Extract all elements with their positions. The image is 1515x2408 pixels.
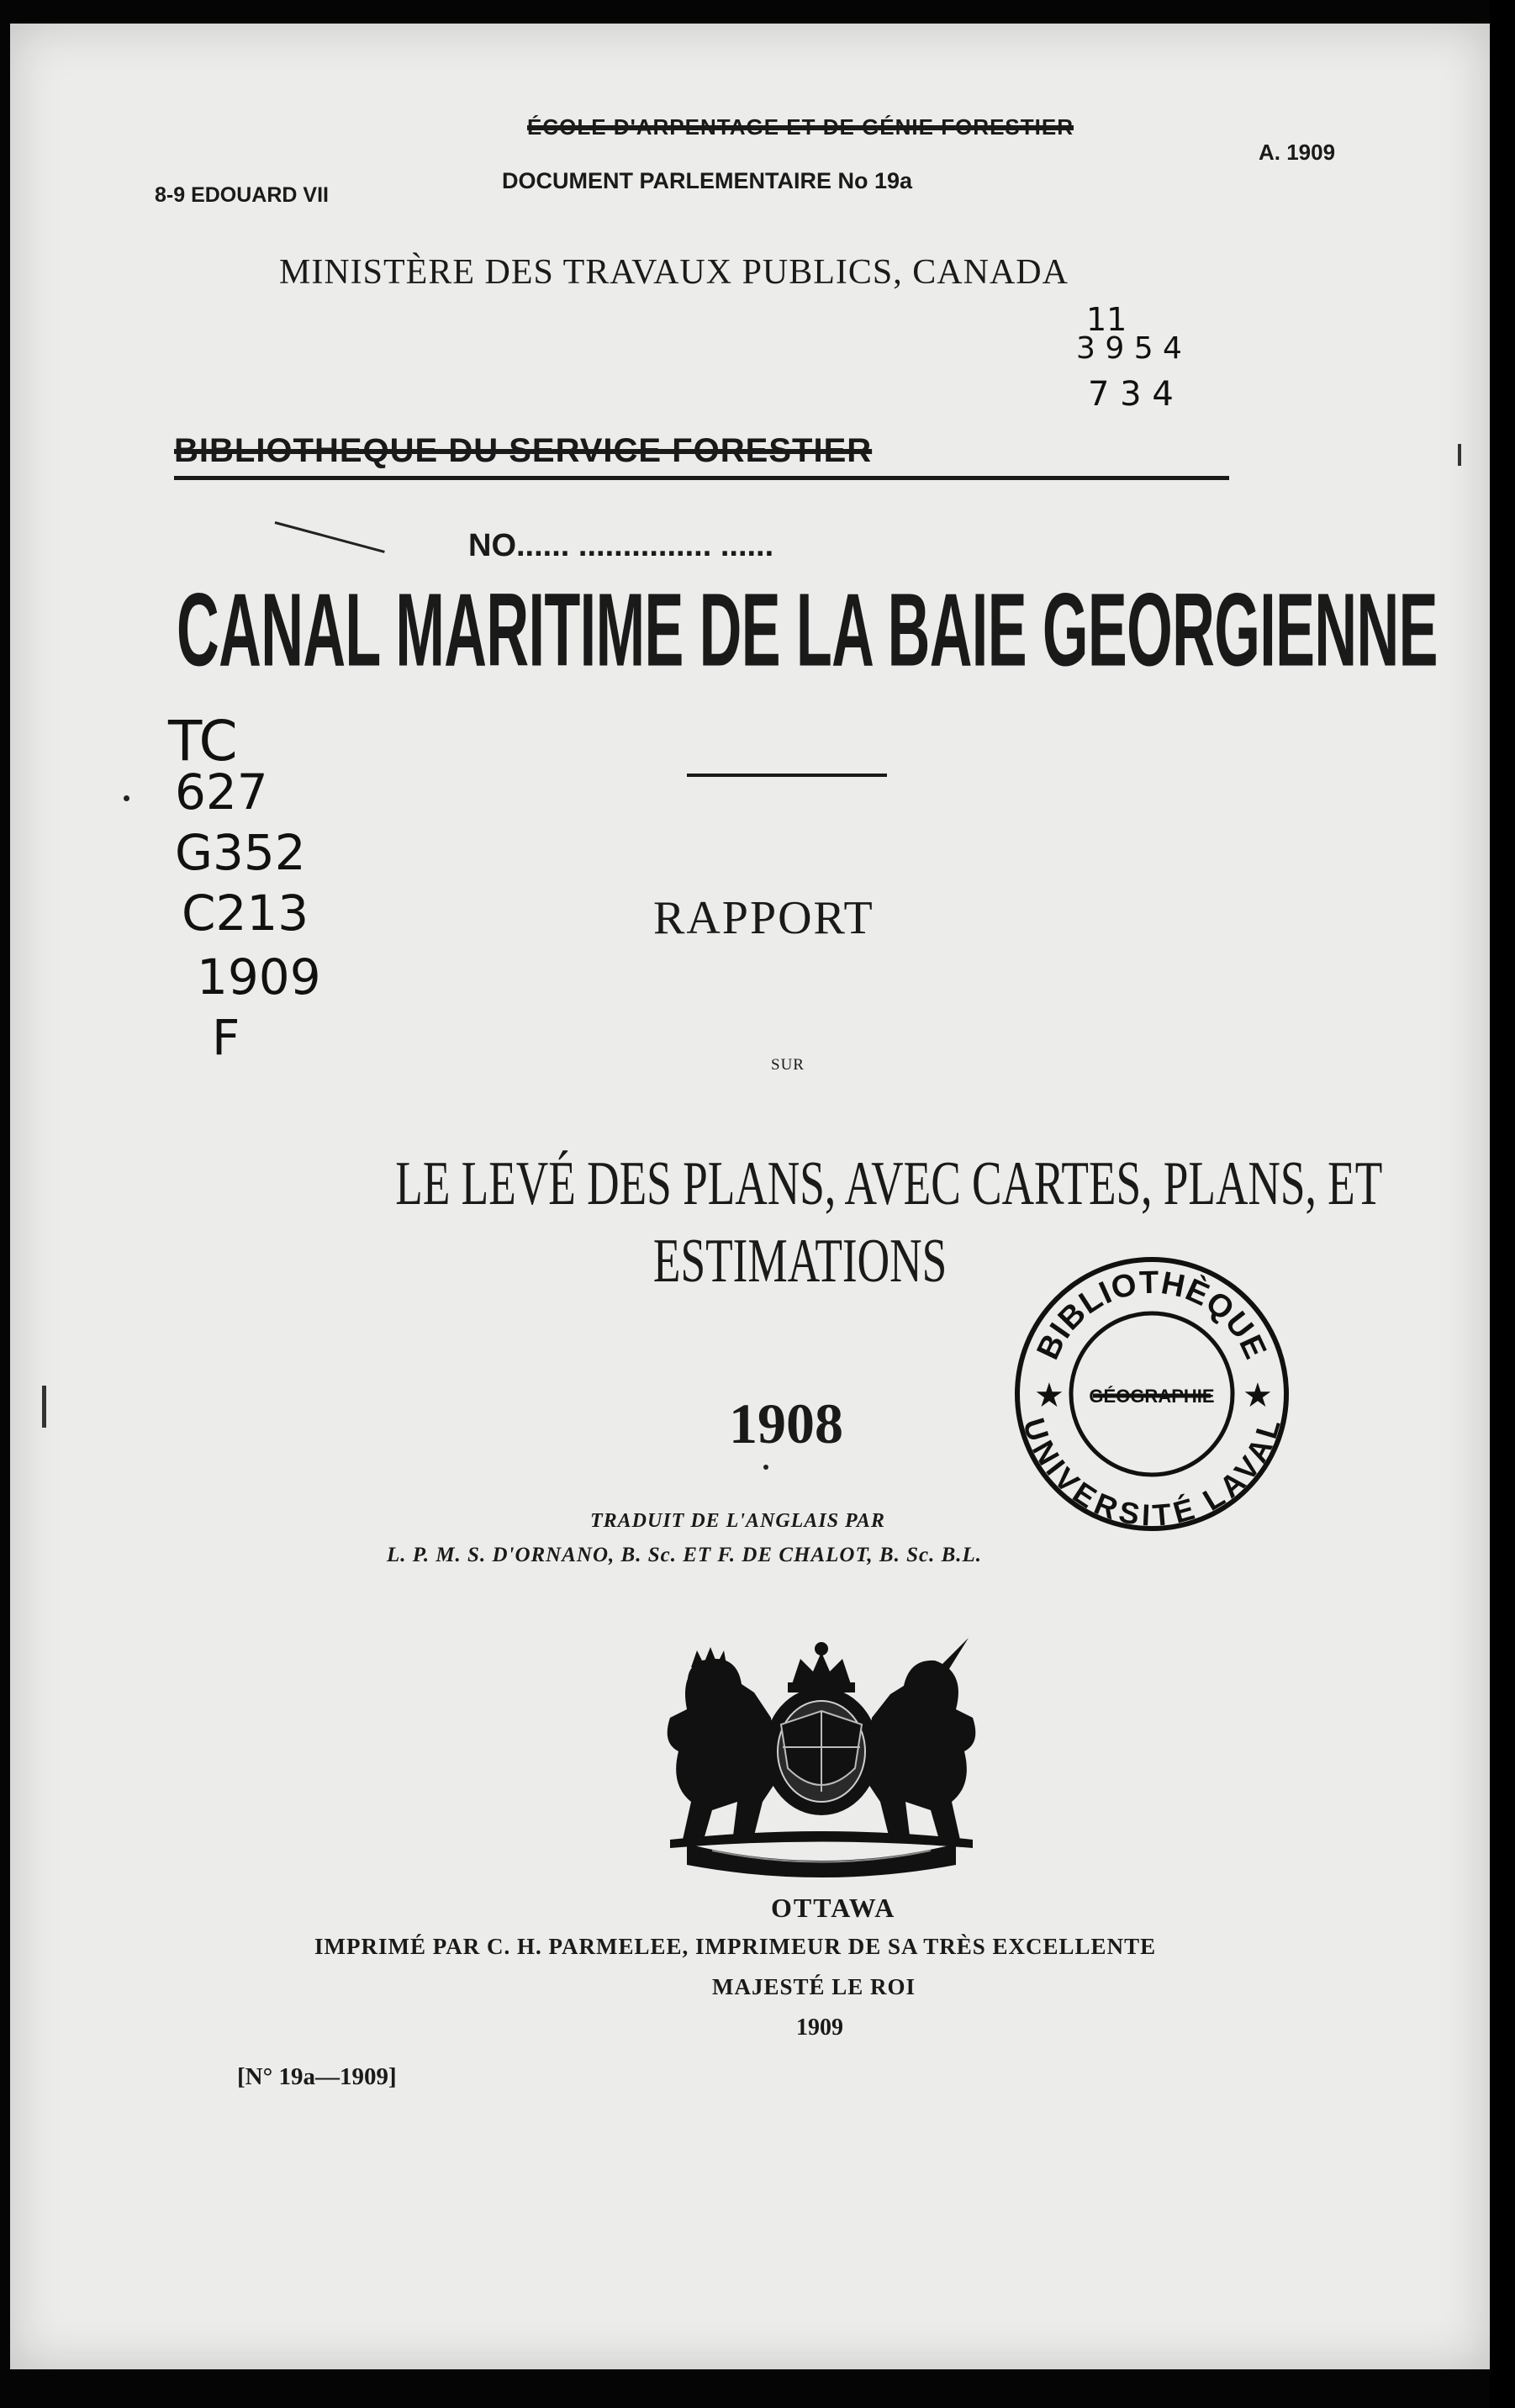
handwritten-accession-3: 7 3 4 bbox=[1088, 375, 1174, 414]
svg-text:★: ★ bbox=[1243, 1376, 1273, 1415]
library-seal bbox=[1009, 1251, 1295, 1537]
seal-middle-text: GÉOGRAPHIE bbox=[1089, 1386, 1215, 1407]
number-line: NO...... ............... ...... bbox=[468, 528, 774, 563]
left-edge-mark bbox=[42, 1386, 46, 1428]
call-number-6: F bbox=[212, 1009, 240, 1066]
small-dot bbox=[763, 1465, 768, 1470]
sur-word: SUR bbox=[771, 1056, 805, 1074]
title-divider-rule bbox=[687, 774, 887, 777]
handwritten-accession-2: 3 9 5 4 bbox=[1076, 331, 1182, 366]
right-edge-mark-1 bbox=[1458, 444, 1461, 466]
document-page bbox=[10, 24, 1490, 2369]
scan-right-border bbox=[1490, 0, 1515, 2408]
margin-dot bbox=[124, 795, 129, 801]
imprint-printer-line2: MAJESTÉ LE ROI bbox=[712, 1974, 916, 1999]
seal-bottom-text: UNIVERSITÉ LAVAL bbox=[1016, 1413, 1287, 1533]
svg-text:★: ★ bbox=[1034, 1376, 1064, 1415]
header-right: A. 1909 bbox=[1259, 140, 1336, 165]
call-number-1: TC bbox=[168, 709, 238, 774]
handwritten-accession-1: 11 bbox=[1086, 301, 1127, 338]
call-number-3: G352 bbox=[175, 824, 306, 881]
translators-names: L. P. M. S. D'ORNANO, B. Sc. ET F. DE CHALOT, B. Sc. B.L. bbox=[387, 1544, 983, 1566]
rapport-heading: RAPPORT bbox=[653, 892, 874, 944]
subject-line-1: LE LEVÉ DES PLANS, AVEC CARTES, PLANS, ET bbox=[395, 1149, 1383, 1218]
call-number-4: C213 bbox=[182, 885, 309, 942]
document-title: CANAL MARITIME DE LA BAIE GEORGIENNE bbox=[177, 572, 1438, 689]
document-reference: [N° 19a—1909] bbox=[237, 2063, 397, 2090]
call-number-5: 1909 bbox=[197, 948, 321, 1006]
stamp-underline-rule bbox=[174, 476, 1229, 480]
royal-coat-of-arms bbox=[653, 1634, 990, 1877]
seal-top-text: BIBLIOTHÈQUE bbox=[1030, 1265, 1274, 1365]
struck-school-line: ÉCOLE D'ARPENTAGE ET DE GÉNIE FORESTIER bbox=[527, 114, 1074, 140]
library-seal-icon bbox=[1009, 1251, 1295, 1537]
library-stamp-line: BIBLIOTHEQUE DU SERVICE FORESTIER bbox=[174, 432, 873, 469]
translated-by: TRADUIT DE L'ANGLAIS PAR bbox=[590, 1510, 885, 1532]
report-year: 1908 bbox=[729, 1391, 843, 1455]
imprint-city: OTTAWA bbox=[771, 1893, 896, 1923]
imprint-printer-line1: IMPRIMÉ PAR C. H. PARMELEE, IMPRIMEUR DE SA TRÈS EXCELLENTE bbox=[314, 1934, 1157, 1959]
call-number-2: 627 bbox=[175, 763, 268, 821]
pen-stroke-mark bbox=[275, 521, 385, 553]
imprint-year: 1909 bbox=[796, 2015, 843, 2041]
coat-of-arms-icon bbox=[653, 1634, 990, 1877]
header-center: DOCUMENT PARLEMENTAIRE No 19a bbox=[502, 168, 913, 193]
ministry-heading: MINISTÈRE DES TRAVAUX PUBLICS, CANADA bbox=[279, 253, 1069, 292]
header-left: 8-9 EDOUARD VII bbox=[155, 183, 329, 207]
subject-line-2: ESTIMATIONS bbox=[653, 1227, 948, 1296]
